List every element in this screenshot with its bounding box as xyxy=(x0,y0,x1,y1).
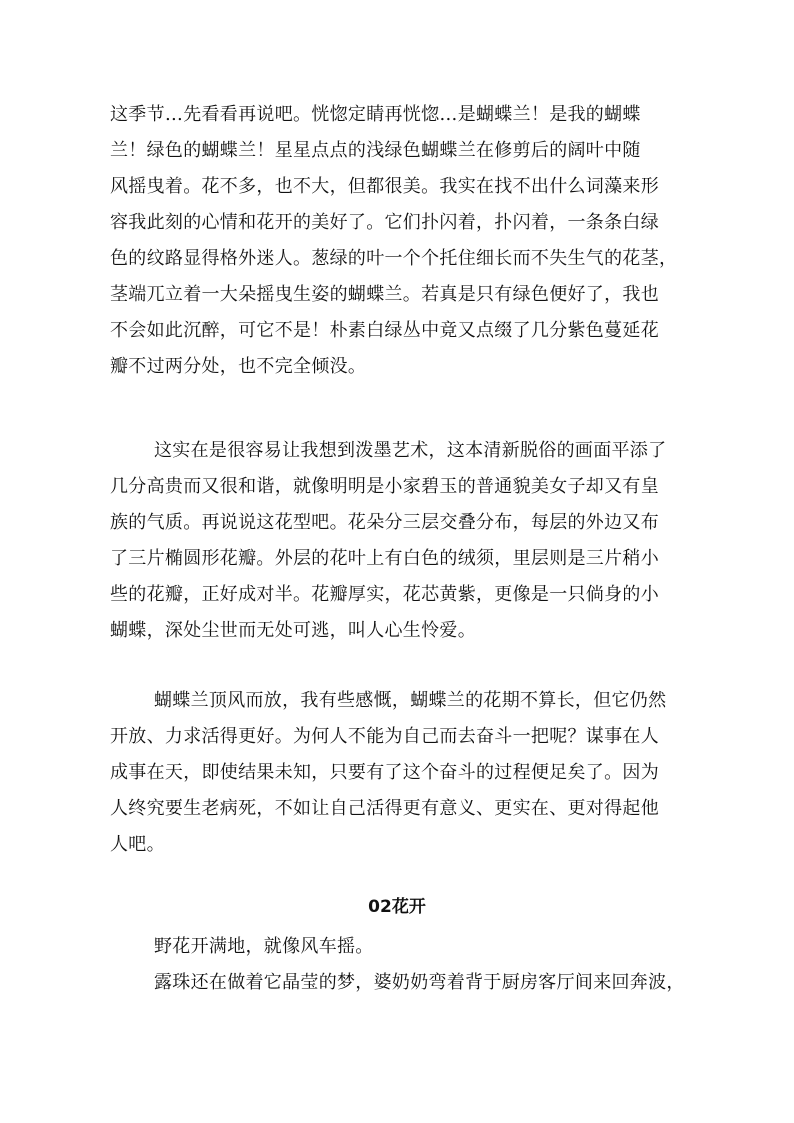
text-line: 这季节…先看看再说吧。恍惚定睛再恍惚…是蝴蝶兰！是我的蝴蝶 xyxy=(110,104,641,125)
text-line: 蝴蝶兰顶风而放，我有些感慨，蝴蝶兰的花期不算长，但它仍然 xyxy=(154,690,667,711)
text-line: 这实在是很容易让我想到泼墨艺术，这本清新脱俗的画面平添了 xyxy=(154,440,667,461)
text-line: 成事在天，即使结果未知，只要有了这个奋斗的过程便足矣了。因为 xyxy=(110,762,659,783)
text-line: 露珠还在做着它晶莹的梦，婆奶奶弯着背于厨房客厅间来回奔波， xyxy=(154,972,685,993)
text-line: 风摇曳着。花不多，也不大，但都很美。我实在找不出什么词藻来形 xyxy=(110,176,659,197)
text-line: 兰！绿色的蝴蝶兰！星星点点的浅绿色蝴蝶兰在修剪后的阔叶中随 xyxy=(110,140,641,161)
text-line: 野花开满地，就像风车摇。 xyxy=(154,936,374,957)
paragraph-flowers-bloom xyxy=(110,929,685,1001)
text-line: 开放、力求活得更好。为何人不能为自己而去奋斗一把呢？谋事在人 xyxy=(110,726,659,747)
text-line: 了三片椭圆形花瓣。外层的花叶上有白色的绒须，里层则是三片稍小 xyxy=(110,548,659,569)
text-line: 人吧。 xyxy=(110,834,165,855)
paragraph-flower-shape xyxy=(110,433,682,649)
text-line: 容我此刻的心情和花开的美好了。它们扑闪着，扑闪着，一条条白绿 xyxy=(110,212,659,233)
text-line: 不会如此沉醉，可它不是！朴素白绿丛中竟又点缀了几分紫色蔓延花 xyxy=(110,320,659,341)
text-line: 蝴蝶，深处尘世而无处可逃，叫人心生怜爱。 xyxy=(110,620,476,641)
text-line: 瓣不过两分处，也不完全倾没。 xyxy=(110,356,367,377)
section-heading: 02花开 xyxy=(368,897,426,917)
text-line: 几分高贵而又很和谐，就像明明是小家碧玉的普通貌美女子却又有皇 xyxy=(110,476,659,497)
text-line: 族的气质。再说说这花型吧。花朵分三层交叠分布，每层的外边又布 xyxy=(110,512,659,533)
text-line: 人终究要生老病死，不如让自己活得更有意义、更实在、更对得起他 xyxy=(110,798,659,819)
paragraph-butterfly-orchid-discovery xyxy=(110,97,682,385)
text-line: 些的花瓣，正好成对半。花瓣厚实，花芯黄紫，更像是一只倘身的小 xyxy=(110,584,659,605)
text-line: 色的纹路显得格外迷人。葱绿的叶一个个托住细长而不失生气的花茎， xyxy=(110,248,678,269)
paragraph-reflection xyxy=(110,683,682,863)
text-line: 茎端兀立着一大朵摇曳生姿的蝴蝶兰。若真是只有绿色便好了，我也 xyxy=(110,284,659,305)
